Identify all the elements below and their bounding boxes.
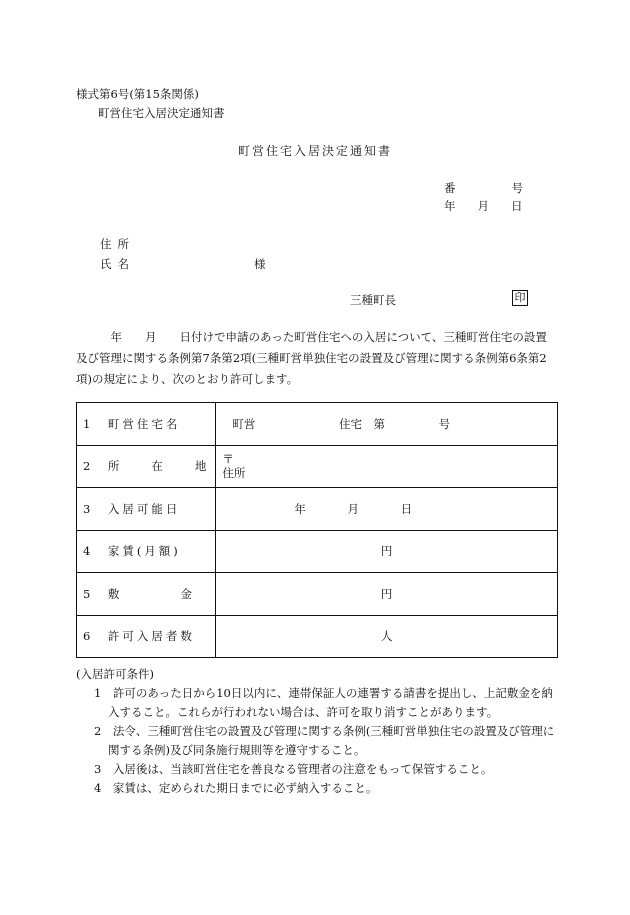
seal-mark: 印 bbox=[512, 290, 528, 306]
document-number-line bbox=[444, 180, 523, 196]
table-row bbox=[77, 573, 558, 616]
table-row bbox=[77, 530, 558, 573]
row-label: 5 敷 金 bbox=[77, 573, 216, 616]
rent-unit: 円 bbox=[380, 544, 393, 559]
row-label: 1 町営住宅名 bbox=[77, 403, 216, 446]
recipient-honorific: 様 bbox=[254, 257, 266, 271]
day-label: 日 bbox=[511, 199, 523, 213]
month-label: 月 bbox=[477, 199, 489, 213]
move-in-day: 日 bbox=[400, 501, 413, 516]
go-label: 号 bbox=[511, 181, 523, 195]
ban-label: 番 bbox=[444, 181, 456, 195]
form-number: 様式第6号(第15条関係) bbox=[76, 87, 199, 101]
move-in-month: 月 bbox=[347, 501, 359, 516]
body-date-prefix: 年 月 bbox=[76, 330, 180, 344]
rent-cell bbox=[216, 530, 558, 573]
housing-info-table bbox=[76, 402, 558, 658]
body-text: 日付けで申請のあった町営住宅への入居について、三種町営住宅の設置及び管理に関する条例第7条第2項(三種町営単独住宅の設置及び管理に関する条例第6条第2項)の規定により、次のとおり許可します。 bbox=[76, 330, 547, 386]
occupants-unit: 人 bbox=[380, 629, 393, 644]
condition-item: 2 法令、三種町営住宅の設置及び管理に関する条例(三種町営単独住宅の設置及び管理に関する条例)及び同条施行規則等を遵守すること。 bbox=[94, 724, 555, 757]
row-label: 2 所 在 地 bbox=[77, 445, 216, 488]
issuer-title: 三種町長 bbox=[350, 293, 396, 307]
location-cell bbox=[216, 445, 558, 488]
table-row bbox=[77, 403, 558, 446]
deposit-unit: 円 bbox=[380, 586, 393, 601]
document-title: 町営住宅入居決定通知書 bbox=[237, 144, 392, 158]
recipient-address-label: 住所 bbox=[100, 237, 135, 251]
move-in-year: 年 bbox=[294, 501, 306, 516]
housing-name-cell bbox=[216, 403, 558, 446]
recipient-name-label: 氏名 bbox=[100, 257, 135, 271]
condition-item: 4 家賃は、定められた期日までに必ず納入すること。 bbox=[94, 781, 378, 795]
row-label: 3 入居可能日 bbox=[77, 488, 216, 531]
table-row bbox=[77, 615, 558, 658]
table-row bbox=[77, 445, 558, 488]
postal-mark: 〒 bbox=[222, 452, 234, 467]
location-address-label: 住所 bbox=[222, 466, 246, 481]
row-label: 6 許可入居者数 bbox=[77, 615, 216, 658]
occupants-cell bbox=[216, 615, 558, 658]
condition-item: 3 入居後は、当該町営住宅を善良なる管理者の注意をもって保管すること。 bbox=[94, 762, 493, 776]
issue-date-line bbox=[444, 198, 523, 214]
housing-prefix: 町営 bbox=[232, 416, 256, 431]
housing-go-label: 号 bbox=[438, 416, 451, 431]
table-row bbox=[77, 488, 558, 531]
move-in-date-cell bbox=[216, 488, 558, 531]
document-subtitle: 町営住宅入居決定通知書 bbox=[98, 106, 225, 120]
conditions-list bbox=[76, 684, 556, 798]
year-label: 年 bbox=[444, 199, 456, 213]
housing-number-label: 住宅 第 bbox=[338, 416, 385, 431]
body-paragraph bbox=[76, 327, 556, 390]
deposit-cell bbox=[216, 573, 558, 616]
condition-item: 1 許可のあった日から10日以内に、連帯保証人の連署する請書を提出し、上記敷金を納入すること。これらが行われない場合は、許可を取り消すことがあります。 bbox=[94, 686, 553, 719]
conditions-title: (入居許可条件) bbox=[76, 667, 154, 681]
row-label: 4 家賃(月額) bbox=[77, 530, 216, 573]
